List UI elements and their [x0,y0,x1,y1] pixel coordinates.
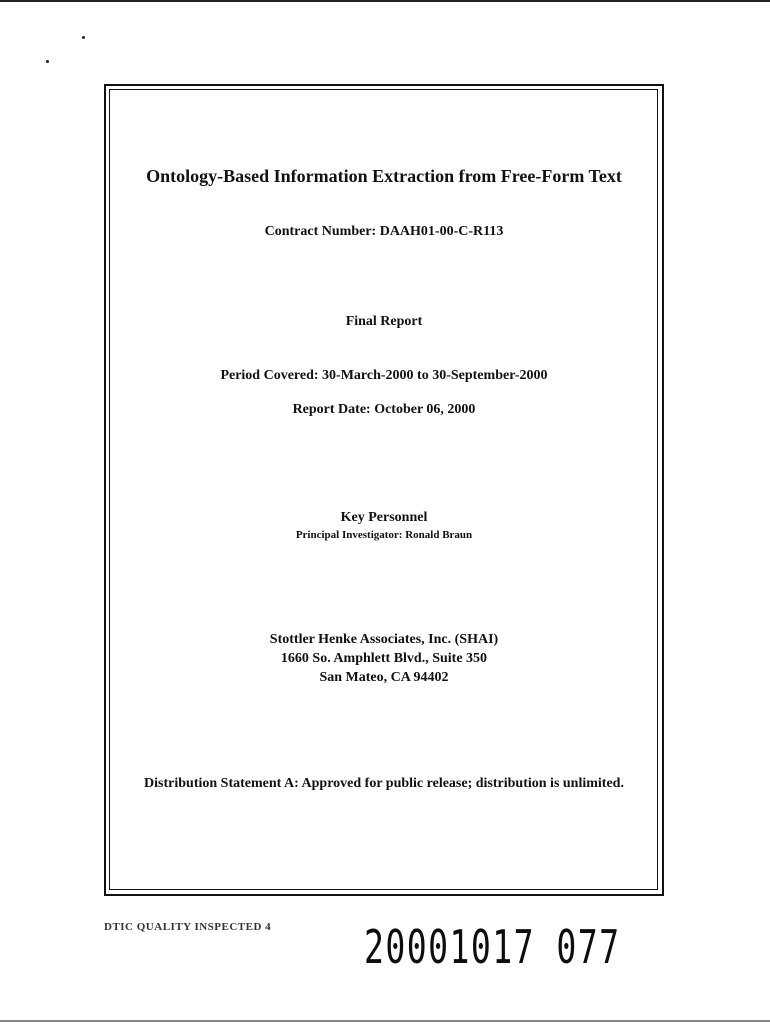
report-type: Final Report [345,314,423,329]
accession-number: 20001017 077 [364,920,621,974]
scan-speck [82,36,85,39]
distribution-statement: Distribution Statement A: Approved for public release; distribution is unlimited. [144,776,624,791]
dtic-quality-stamp: DTIC QUALITY INSPECTED 4 [104,921,272,933]
report-title: Ontology-Based Information Extraction from Free-Form Text [146,166,622,186]
organization-name: Stottler Henke Associates, Inc. (SHAI) [269,632,499,647]
principal-investigator: Principal Investigator: Ronald Braun [295,529,473,541]
scan-speck [46,60,49,63]
organization-city: San Mateo, CA 94402 [319,670,449,685]
cover-frame-inner [109,89,658,890]
period-covered: Period Covered: 30-March-2000 to 30-September-2000 [220,368,548,383]
scan-top-edge [0,0,770,2]
scan-bottom-edge [0,1020,770,1022]
organization-street: 1660 So. Amphlett Blvd., Suite 350 [280,651,488,666]
report-date: Report Date: October 06, 2000 [292,402,476,417]
contract-number: Contract Number: DAAH01-00-C-R113 [264,224,504,239]
key-personnel-heading: Key Personnel [340,510,428,525]
